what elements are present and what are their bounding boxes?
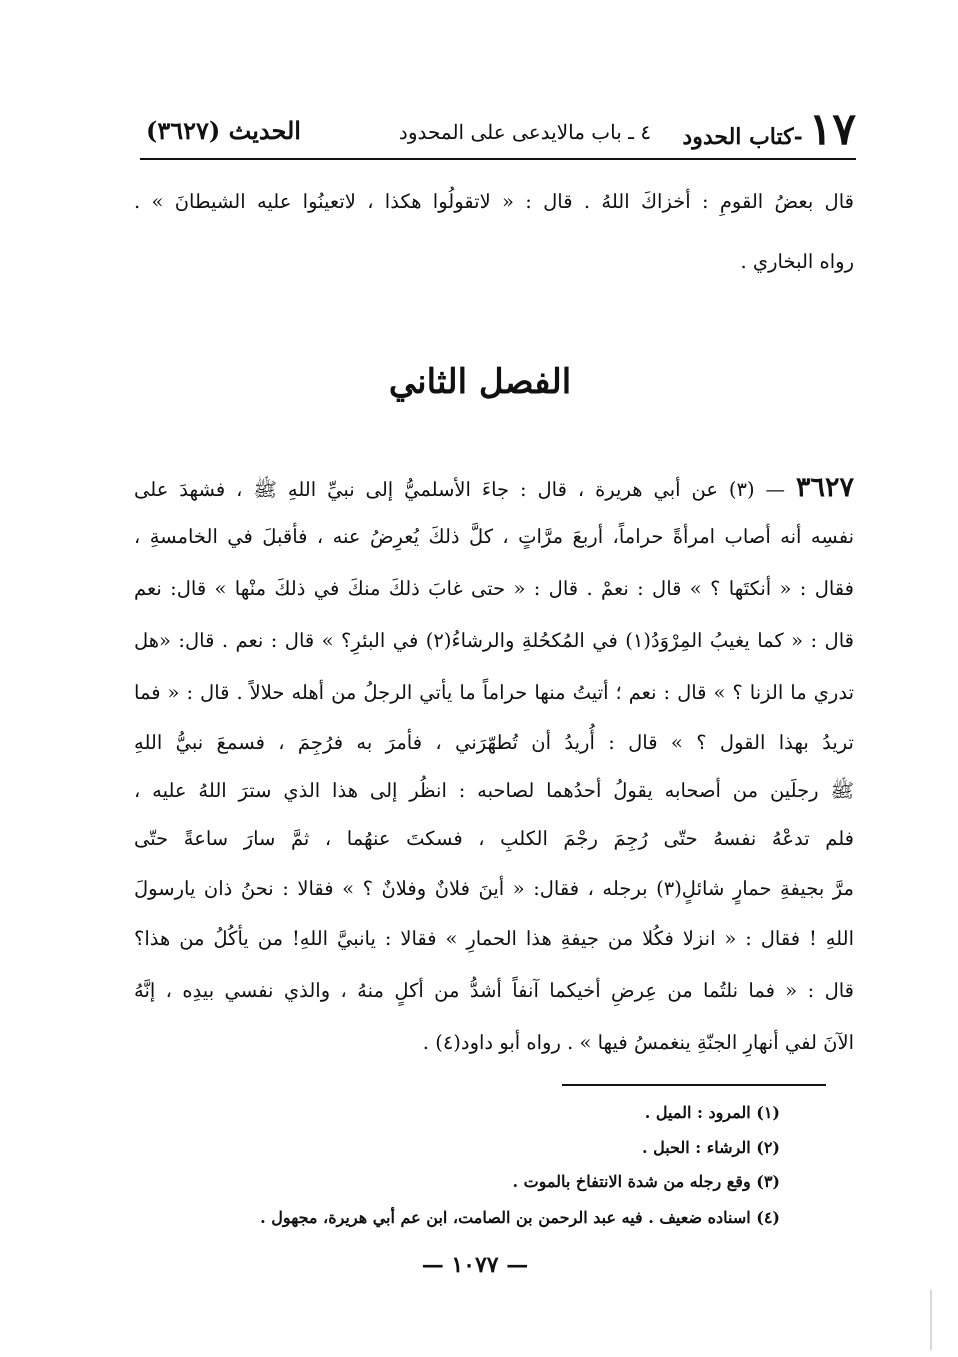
hadith-reference: الحديث (٣٦٢٧) [146,116,301,145]
hadith-line: فلم تدعْهُ نفسهُ حتّى رُجِمَ رجْمَ الكلبِ ، فسكتَ عنهُما ، ثمَّ سارَ ساعةً حتّى [134,827,854,850]
hadith-line: نفسِه أنه أصاب امرأةً حراماً، أربعَ مرَّاتٍ ، كلَّ ذلكَ يُعرِضُ عنه ، فأقبلَ في الخامسةِ ، [134,525,854,548]
section-heading: الفصل الثاني [388,362,572,402]
hadith-line: الآنَ لفي أنهارِ الجنّةِ ينغمسُ فيها » . رواه أبو داود(٤) . [422,1031,854,1054]
hadith-line: فقال : « أنكتَها ؟ » قال : نعمْ . قال : « حتى غابَ ذلكَ منكَ في ذلكَ منْها » قال: نعم [134,577,854,600]
hadith-line: تريدُ بهذا القول ؟ » قال : أُريدُ أن تُطهّرَني ، فأمرَ به فرُجِمَ ، فسمعَ نبيُّ اللهِ [134,731,854,754]
hadith-number: ٣٦٢٧ [795,472,854,503]
hadith-line: اللهِ ! فقال : « انزلا فكُلا من جيفةِ هذا الحمارِ » فقالا : يانبيَّ اللهِ! من يأكُلُ من هذا؟ [134,927,854,950]
hadith-line: تدري ما الزنا ؟ » قال : نعم ؛ أتيتُ منها حراماً ما يأتي الرجلُ من أهله حلالاً . قال : « فما [134,681,854,704]
book-title: -كتاب الحدود [682,124,803,150]
running-header [140,102,856,160]
footnote-1: (١) المرود : الميل . [644,1103,780,1122]
hadith-line-1 [134,474,854,501]
intro-line-2: رواه البخاري . [740,250,854,273]
scan-edge-mark [930,1290,932,1350]
hadith-line: ﷺ رجلَين من أصحابه يقولُ أحدُهما لصاحبه : انظُر إلى هذا الذي سترَ اللهُ عليه ، [134,779,854,802]
footnote-divider [562,1084,826,1086]
intro-line-1: قال بعضُ القومِ : أخزاكَ اللهُ . قال : « لاتقولُوا هكذا ، لاتعينُوا عليه الشيطانَ » . [134,190,854,213]
page-number: — ١٠٧٧ — [421,1252,529,1278]
footnote-3: (٣) وقع رجله من شدة الانتفاخ بالموت . [512,1172,780,1191]
hadith-line: قال : « كما يغيبُ المِرْوَدُ(١) في المُكحُلةِ والرشاءُ(٢) في البئرِ؟ » قال : نعم . قال: «هل [134,629,854,652]
footnote-4: (٤) اسناده ضعيف . فيه عبد الرحمن بن الصامت، ابن عم أبي هريرة، مجهول . [260,1208,780,1227]
section-title-header: ٤ ـ باب مالايدعى على المحدود [398,120,652,144]
hadith-line: مرَّ بجيفةِ حمارٍ شائلٍ(٣) برجله ، فقال: « أينَ فلانٌ وفلانٌ ؟ » فقالا : نحنُ ذان يارسولَ [134,877,854,900]
header-chapter [682,104,856,155]
hadith-line: قال : « فما نلتُما من عِرضِ أخيكما آنفاً أشدُّ من أكلٍ منهُ ، والذي نفسي بيدِه ، إنَّهُ [134,979,854,1002]
hadith-first-line-text: — (٣) عن أبي هريرة ، قال : جاءَ الأسلميُّ إلى نبيِّ اللهِ ﷺ ، فشهدَ على [134,478,786,501]
chapter-number: ١٧ [808,104,856,155]
footnote-2: (٢) الرشاء : الحبل . [641,1138,780,1157]
